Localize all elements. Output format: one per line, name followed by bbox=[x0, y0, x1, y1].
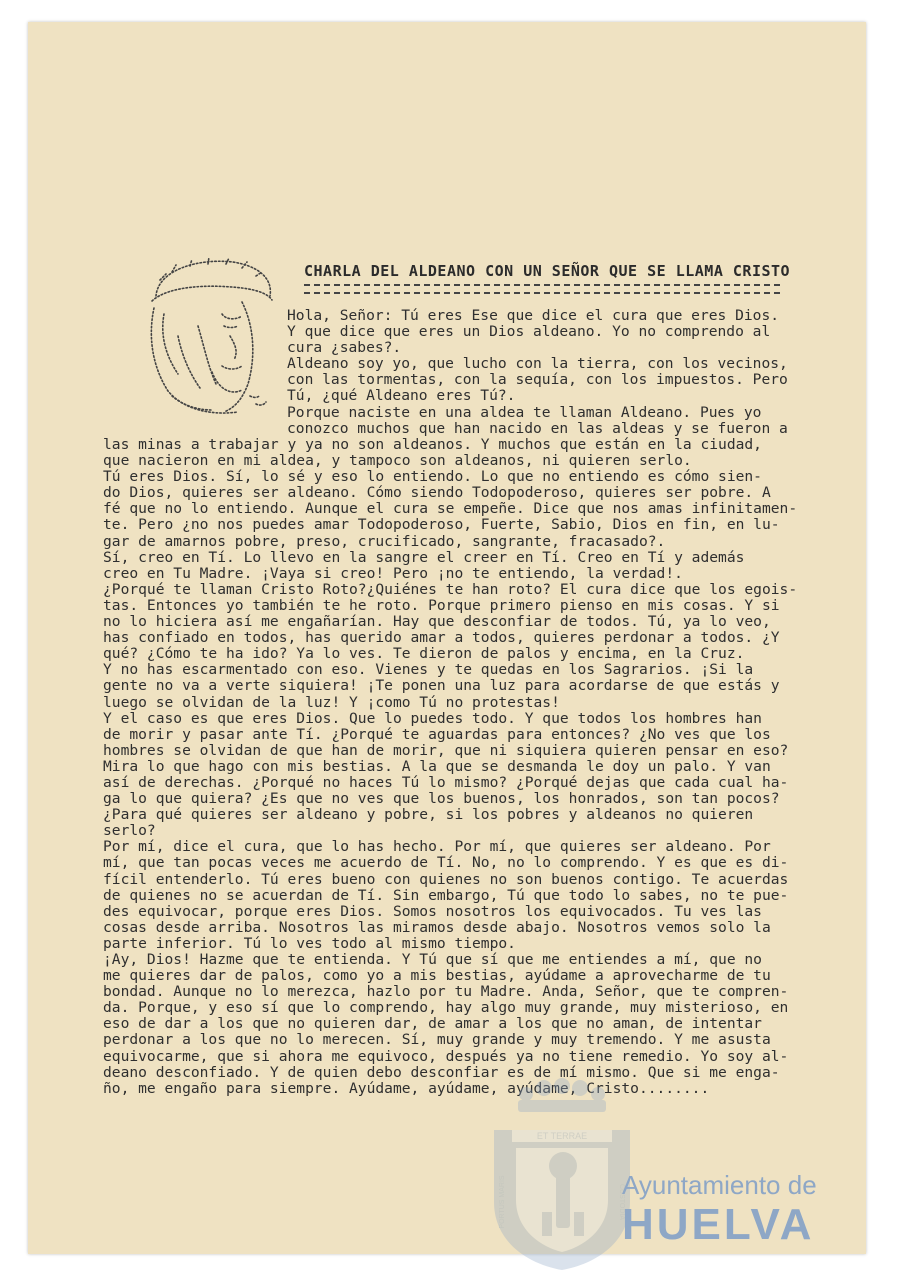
text-line: des equivocar, porque eres Dios. Somos nosotros los equivocados. Tu ves las bbox=[103, 902, 762, 920]
title-underline bbox=[304, 284, 780, 294]
text-line: de morir y pasar ante Tí. ¿Porqué te aguardas para entonces? ¿No ves que los bbox=[103, 725, 771, 743]
text-line: creo en Tu Madre. ¡Vaya si creo! Pero ¡no te entiendo, la verdad!. bbox=[103, 564, 683, 582]
text-line: así de derechas. ¿Porqué no haces Tú lo mismo? ¿Porqué dejas que cada cual ha- bbox=[103, 773, 789, 791]
text-line: do Dios, quieres ser aldeano. Cómo siendo Todopoderoso, quieres ser pobre. A bbox=[103, 484, 771, 502]
text-line: equivocarme, que si ahora me equivoco, después ya no tiene remedio. Yo soy al- bbox=[103, 1047, 789, 1065]
text-line: perdonar a los que no lo merecen. Sí, muy grande y muy tremendo. Y me asusta bbox=[103, 1031, 771, 1049]
watermark-huelva-label: HUELVA bbox=[622, 1200, 815, 1249]
text-line: ño, me engaño para siempre. Ayúdame, ayúdame, ayúdame, Cristo........ bbox=[103, 1079, 710, 1097]
text-line: que nacieron en mi aldea, y tampoco son aldeanos, ni quieren serlo. bbox=[103, 452, 692, 470]
text-line: parte inferior. Tú lo ves todo al mismo tiempo. bbox=[103, 934, 516, 952]
text-line: Sí, creo en Tí. Lo llevo en la sangre el creer en Tí. Creo en Tí y además bbox=[103, 548, 745, 566]
text-line: fé que no lo entiendo. Aunque el cura se empeñe. Dice que nos amas infinitamen- bbox=[103, 500, 798, 518]
text-line: me quieres dar de palos, como yo a mis bestias, ayúdame a aprovecharme de tu bbox=[103, 967, 771, 985]
text-line: eso de dar a los que no quieren dar, de amar a los que no aman, de intentar bbox=[103, 1015, 762, 1033]
text-line: fícil entenderlo. Tú eres bueno con quienes no son buenos contigo. Te acuerdas bbox=[103, 870, 789, 888]
watermark-motto-right: CUSTODIA bbox=[618, 1183, 625, 1221]
watermark-banner-text: ET TERRAE bbox=[536, 1131, 588, 1141]
watermark-ayuntamiento-label: Ayuntamiento de bbox=[622, 1170, 817, 1200]
text-line: Aldeano soy yo, que lucho con la tierra, con los vecinos, bbox=[287, 355, 788, 373]
text-line: da. Porque, y eso sí que lo comprendo, hay algo muy grande, muy misterioso, en bbox=[103, 999, 789, 1017]
text-line: ¡Ay, Dios! Hazme que te entienda. Y Tú que sí que me entiendes a mí, que no bbox=[103, 951, 762, 968]
text-line: las minas a trabajar y ya no son aldeanos. Y muchos que están en la ciudad, bbox=[103, 436, 762, 453]
text-line: con las tormentas, con la sequía, con los impuestos. Pero bbox=[287, 371, 788, 389]
text-line: Tú eres Dios. Sí, lo sé y eso lo entiendo. Lo que no entiendo es cómo sien- bbox=[103, 468, 762, 486]
text-line: te. Pero ¿no nos puedes amar Todopoderoso, Fuerte, Sabio, Dios en fin, en lu- bbox=[103, 516, 780, 534]
text-line: cosas desde arriba. Nosotros las miramos desde abajo. Nosotros vemos solo la bbox=[103, 918, 771, 936]
text-line: hombres se olvidan de que han de morir, que ni siquiera quieren pensar en eso? bbox=[103, 741, 789, 759]
text-line: gente no va a verte siquiera! ¡Te ponen una luz para acordarse de que estás y bbox=[103, 677, 780, 695]
intro-paragraph-block bbox=[287, 308, 788, 437]
text-line: Y no has escarmentado con eso. Vienes y te quedas en los Sagrarios. ¡Si la bbox=[103, 661, 754, 679]
text-line: conozco muchos que han nacido en las aldeas y se fueron a bbox=[287, 419, 788, 437]
text-line: gar de amarnos pobre, preso, crucificado, sangrante, fracasado?. bbox=[103, 532, 666, 550]
text-line: Y el caso es que eres Dios. Que lo puedes todo. Y que todos los hombres han bbox=[103, 709, 762, 727]
text-line: mí, que tan pocas veces me acuerdo de Tí. No, no lo comprendo. Y es que es di- bbox=[103, 854, 789, 872]
text-line: Y que dice que eres un Dios aldeano. Yo no comprendo al bbox=[287, 323, 771, 341]
text-line: deano desconfiado. Y de quien debo desconfiar es de mí mismo. Que si me enga- bbox=[103, 1063, 780, 1081]
text-line: has confiado en todos, has querido amar a todos, quieres perdonar a todos. ¿Y bbox=[103, 629, 780, 647]
text-line: ¿Porqué te llaman Cristo Roto?¿Quiénes te han roto? El cura dice que los egois- bbox=[103, 580, 798, 598]
cristo-portrait-illustration bbox=[138, 256, 278, 418]
text-line: no lo hiciera así me engañarían. Hay que desconfiar de todos. Tú, ya lo veo, bbox=[103, 613, 771, 631]
text-line: serlo? bbox=[103, 822, 156, 840]
text-line: Por mí, dice el cura, que lo has hecho. Por mí, que quieres ser aldeano. Por bbox=[103, 838, 771, 856]
text-line: bondad. Aunque no lo merezca, hazlo por tu Madre. Anda, Señor, que te compren- bbox=[103, 983, 789, 1001]
text-line: Mira lo que hago con mis bestias. A la que se desmanda le doy un palo. Y van bbox=[103, 757, 771, 775]
watermark-motto-left: PORTUS MARIS bbox=[499, 1175, 506, 1229]
text-line: luego se olvidan de la luz! Y ¡como Tú no protestas! bbox=[103, 693, 560, 711]
text-line: cura ¿sabes?. bbox=[287, 339, 402, 357]
text-line: Porque naciste en una aldea te llaman Aldeano. Pues yo bbox=[287, 403, 762, 421]
text-line: ¿Para qué quieres ser aldeano y pobre, si los pobres y aldeanos no quieren bbox=[103, 806, 754, 824]
document-title: CHARLA DEL ALDEANO CON UN SEÑOR QUE SE LLAMA CRISTO bbox=[304, 262, 791, 280]
main-body-text bbox=[103, 437, 797, 1097]
text-line: Tú, ¿qué Aldeano eres Tú?. bbox=[287, 387, 516, 405]
text-line: ga lo que quiera? ¿Es que no ves que los buenos, los honrados, son tan pocos? bbox=[103, 790, 780, 808]
text-line: qué? ¿Cómo te ha ido? Ya lo ves. Te dieron de palos y encima, en la Cruz. bbox=[103, 645, 745, 663]
text-line: tas. Entonces yo también te he roto. Porque primero pienso en mis cosas. Y si bbox=[103, 596, 780, 614]
text-line: de quienes no se acuerdan de Tí. Sin embargo, Tú que todo lo sabes, no te pue- bbox=[103, 886, 789, 904]
text-line: Hola, Señor: Tú eres Ese que dice el cura que eres Dios. bbox=[287, 307, 780, 324]
